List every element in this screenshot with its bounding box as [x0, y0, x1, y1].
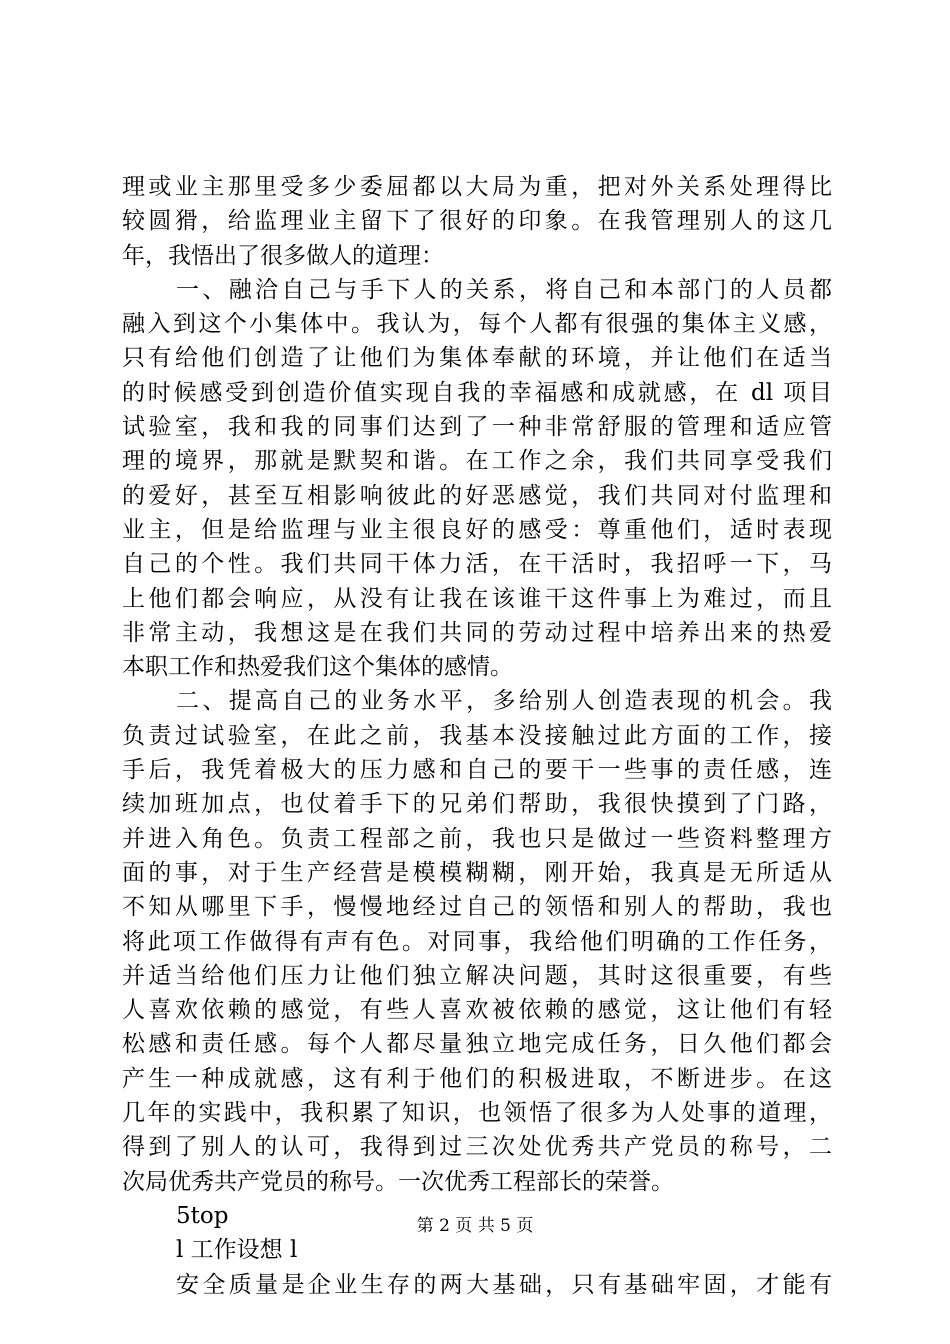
text-line: 并进入角色。负责工程部之前，我也只是做过一些资料整理方	[122, 825, 832, 852]
section-marker: 5top	[176, 1202, 229, 1229]
text-line: 融入到这个小集体中。我认为，每个人都有很强的集体主义感，	[122, 311, 832, 338]
text-line: 理或业主那里受多少委屈都以大局为重，把对外关系处理得比	[122, 174, 832, 200]
text-line: 的时候感受到创造价值实现自我的幸福感和成就感，在 dl 项目	[122, 379, 832, 406]
text-line: 的爱好，甚至互相影响彼此的好恶感觉，我们共同对付监理和	[122, 482, 832, 509]
text-line: 负责过试验室，在此之前，我基本没接触过此方面的工作，接	[122, 722, 832, 749]
text-line: 不知从哪里下手，慢慢地经过自己的领悟和别人的帮助，我也	[122, 894, 832, 921]
text-line: 一、融洽自己与手下人的关系，将自己和本部门的人员都	[176, 276, 832, 303]
text-line: 产生一种成就感，这有利于他们的积极进取，不断进步。在这	[122, 1065, 832, 1092]
text-line: 安全质量是企业生存的两大基础，只有基础牢固，才能有	[176, 1271, 832, 1298]
page-footer: 第 2 页 共 5 页	[416, 1216, 534, 1236]
text-line: 几年的实践中，我积累了知识，也领悟了很多为人处事的道理，	[122, 1100, 832, 1127]
text-line: 手后，我凭着极大的压力感和自己的要干一些事的责任感，连	[122, 757, 832, 784]
text-line: 自己的个性。我们共同干体力活，在干活时，我招呼一下，马	[122, 551, 832, 578]
text-line: 面的事，对于生产经营是模模糊糊，刚开始，我真是无所适从	[122, 859, 832, 886]
text-line: 松感和责任感。每个人都尽量独立地完成任务，日久他们都会	[122, 1031, 832, 1058]
text-line: 上他们都会响应，从没有让我在该谁干这件事上为难过，而且	[122, 585, 832, 612]
text-line: 续加班加点，也仗着手下的兄弟们帮助，我很快摸到了门路，	[122, 791, 832, 818]
body-text	[122, 170, 832, 1302]
text-line: 次局优秀共产党员的称号。一次优秀工程部长的荣誉。	[122, 1168, 674, 1195]
text-line: 本职工作和热爱我们这个集体的感情。	[122, 654, 513, 681]
text-line: 二、提高自己的业务水平，多给别人创造表现的机会。我	[176, 688, 832, 715]
section-heading: l 工作设想 l	[176, 1237, 298, 1264]
text-line: 较圆猾，给监理业主留下了很好的印象。在我管理别人的这几	[122, 208, 832, 235]
text-line: 只有给他们创造了让他们为集体奉献的环境，并让他们在适当	[122, 345, 832, 372]
text-line: 年，我悟出了很多做人的道理：	[122, 242, 444, 269]
text-line: 并适当给他们压力让他们独立解决问题，其时这很重要，有些	[122, 962, 832, 989]
text-line: 得到了别人的认可，我得到过三次处优秀共产党员的称号，二	[122, 1134, 832, 1161]
text-line: 将此项工作做得有声有色。对同事，我给他们明确的工作任务，	[122, 928, 832, 955]
text-line: 理的境界，那就是默契和谐。在工作之余，我们共同享受我们	[122, 448, 832, 475]
text-line: 业主，但是给监理与业主很良好的感受：尊重他们，适时表现	[122, 516, 832, 543]
text-line: 人喜欢依赖的感觉，有些人喜欢被依赖的感觉，这让他们有轻	[122, 997, 832, 1024]
text-line: 非常主动，我想这是在我们共同的劳动过程中培养出来的热爱	[122, 619, 832, 646]
text-line: 试验室，我和我的同事们达到了一种非常舒服的管理和适应管	[122, 414, 832, 441]
